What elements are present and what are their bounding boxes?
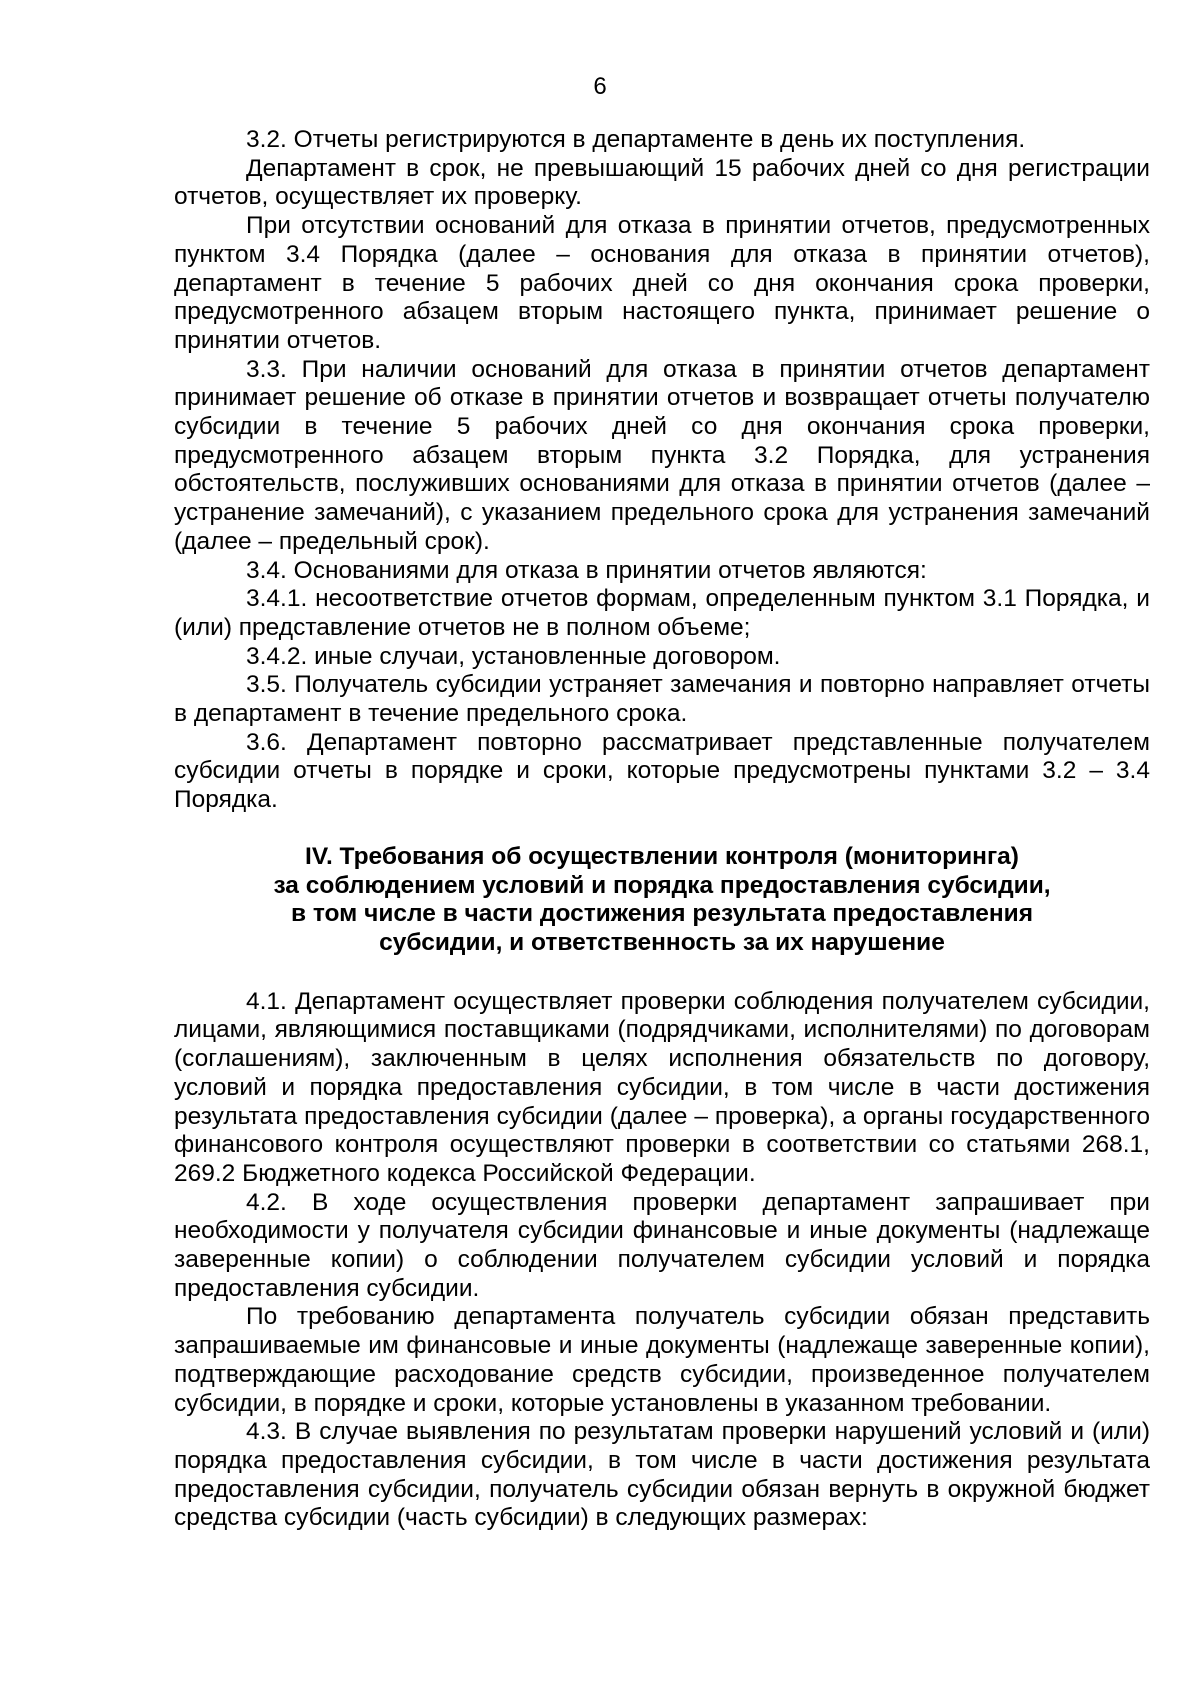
paragraph-3-3: 3.3. При наличии оснований для отказа в принятии отчетов департамент принимает решение об отказе в принятии отчетов и возвращает отчеты получателю субсидии в течение 5 рабочих дней со дня окончания срока проверки, предусмотренного абзацем вторым пункта 3.2 Порядка, для устранения обстоятельств, послуживших основаниями для отказа в принятии отчетов (далее – устранение замечаний), с указанием предельного срока для устранения замечаний (далее – предельный срок). (174, 355, 1150, 555)
page-number: 6 (593, 73, 607, 100)
paragraph-3-4-1: 3.4.1. несоответствие отчетов формам, определенным пунктом 3.1 Порядка, и (или) представление отчетов не в полном объеме; (174, 585, 1150, 641)
paragraph-3-2: 3.2. Отчеты регистрируются в департаменте в день их поступления. (246, 126, 1026, 153)
section-heading-line-4: субсидии, и ответственность за их нарушение (379, 928, 945, 956)
paragraph-3-2-review-term: Департамент в срок, не превышающий 15 рабочих дней со дня регистрации отчетов, осуществляет их проверку. (174, 154, 1150, 211)
paragraph-4-2: 4.2. В ходе осуществления проверки департамент запрашивает при необходимости у получателя субсидии финансовые и иные документы (надлежаще заверенные копии) о соблюдении получателем субсидии условий и порядка предоставления субсидии. (174, 1188, 1150, 1302)
section-heading-line-2: за соблюдением условий и порядка предоставления субсидии, (273, 871, 1051, 899)
section-heading-line-1: IV. Требования об осуществлении контроля (мониторинга) (305, 842, 1019, 870)
document-body (174, 126, 1150, 1533)
section-heading-line-3: в том числе в части достижения результата предоставления (290, 900, 1033, 928)
paragraph-4-1: 4.1. Департамент осуществляет проверки соблюдения получателем субсидии, лицами, являющимися поставщиками (подрядчиками, исполнителями) по договорам (соглашениям), заключенным в целях исполнения обязательств по договору, условий и порядка предоставления субсидии, в том числе в части достижения результата предоставления субсидии (далее – проверка), а органы государственного финансового контроля осуществляют проверки в соответствии со статьями 268.1, 269.2 Бюджетного кодекса Российской Федерации. (174, 987, 1150, 1187)
section-heading (174, 843, 1150, 958)
paragraph-3-4-2: 3.4.2. иные случаи, установленные договором. (246, 642, 781, 670)
paragraph-3-4: 3.4. Основаниями для отказа в принятии отчетов являются: (246, 556, 927, 584)
paragraph-3-6: 3.6. Департамент повторно рассматривает представленные получателем субсидии отчеты в порядке и сроки, которые предусмотрены пунктами 3.2 – 3.4 Порядка. (174, 728, 1150, 814)
paragraph-4-3: 4.3. В случае выявления по результатам проверки нарушений условий и (или) порядка предоставления субсидии, в том числе в части достижения результата предоставления субсидии, получатель субсидии обязан вернуть в окружной бюджет средства субсидии (часть субсидии) в следующих размерах: (174, 1418, 1150, 1532)
paragraph-3-5: 3.5. Получатель субсидии устраняет замечания и повторно направляет отчеты в департамент в течение предельного срока. (174, 671, 1150, 728)
paragraph-4-2-request: По требованию департамента получатель субсидии обязан представить запрашиваемые им финансовые и иные документы (надлежаще заверенные копии), подтверждающие расходование средств субсидии, произведенное получателем субсидии, в порядке и сроки, которые установлены в указанном требовании. (174, 1303, 1150, 1417)
paragraph-3-2-acceptance: При отсутствии оснований для отказа в принятии отчетов, предусмотренных пунктом 3.4 Порядка (далее – основания для отказа в принятии отчетов), департамент в течение 5 рабочих дней со дня окончания срока проверки, предусмотренного абзацем вторым настоящего пункта, принимает решение о принятии отчетов. (174, 212, 1150, 354)
